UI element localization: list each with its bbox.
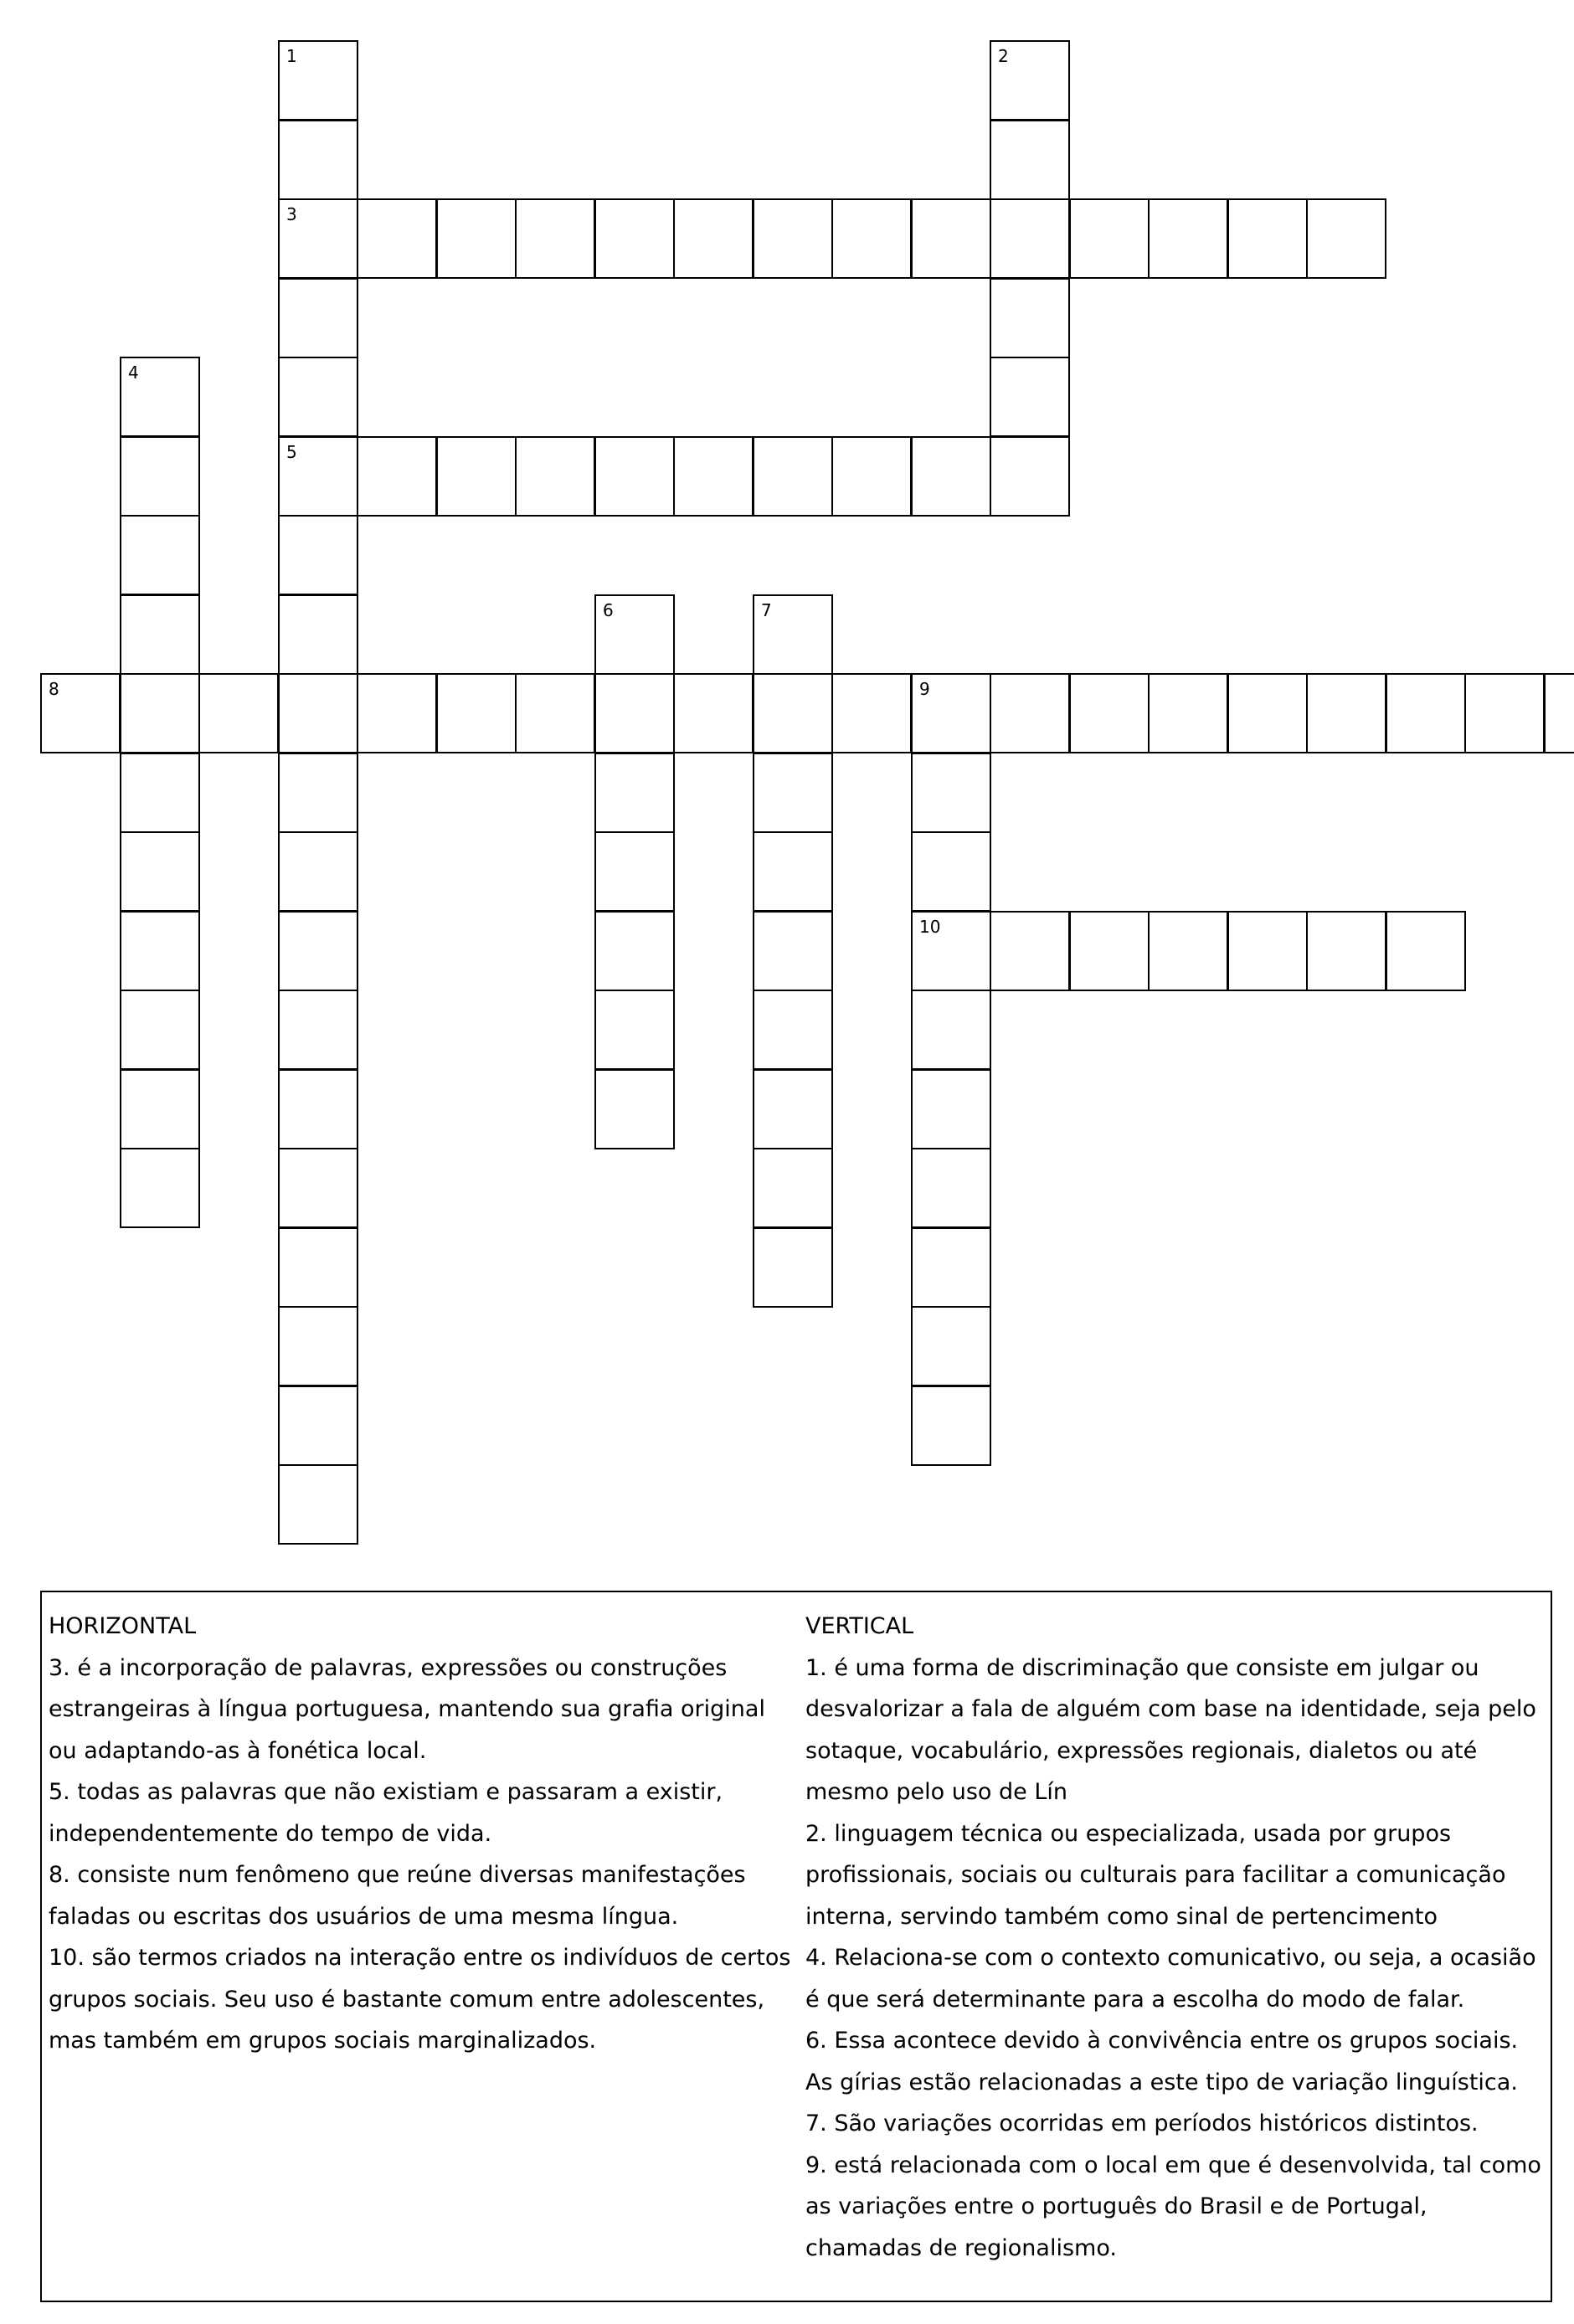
grid-cell[interactable]	[278, 198, 358, 279]
horizontal-clues	[49, 1606, 794, 2062]
grid-cell[interactable]	[990, 673, 1070, 753]
grid-cell[interactable]	[1544, 673, 1574, 753]
grid-cell[interactable]	[990, 357, 1070, 437]
grid-cell[interactable]	[911, 436, 991, 517]
grid-cell[interactable]	[1227, 673, 1308, 753]
grid-cell[interactable]	[911, 1306, 991, 1386]
grid-cell[interactable]	[278, 1069, 358, 1149]
grid-cell[interactable]	[120, 673, 200, 753]
grid-cell[interactable]	[990, 436, 1070, 517]
grid-cell[interactable]	[990, 40, 1070, 121]
grid-cell[interactable]	[120, 911, 200, 991]
clues-panel	[40, 1591, 1552, 2302]
grid-cell[interactable]	[594, 436, 675, 517]
grid-cell[interactable]	[1386, 911, 1466, 991]
grid-cell[interactable]	[911, 198, 991, 279]
grid-cell[interactable]	[1227, 198, 1308, 279]
grid-cell[interactable]	[911, 673, 991, 753]
grid-cell[interactable]	[357, 673, 437, 753]
grid-cell[interactable]	[594, 753, 675, 833]
clue-number: 4	[128, 362, 139, 383]
clue-down-7: 7. São variações ocorridas em períodos históricos distintos.	[805, 2111, 1479, 2136]
clue-down-9: 9. está relacionada com o local em que é desenvolvida, tal como as variações entre o português do Brasil e de Portugal, chamadas de regionalismo.	[805, 2152, 1541, 2261]
horizontal-heading: HORIZONTAL	[49, 1613, 197, 1639]
grid-cell[interactable]	[753, 1148, 833, 1228]
grid-cell[interactable]	[278, 278, 358, 358]
grid-cell[interactable]	[594, 831, 675, 912]
grid-cell[interactable]	[515, 198, 595, 279]
grid-cell[interactable]	[120, 1148, 200, 1228]
grid-cell[interactable]	[278, 1386, 358, 1466]
grid-cell[interactable]	[120, 1069, 200, 1149]
grid-cell[interactable]	[436, 673, 517, 753]
grid-cell[interactable]	[1306, 911, 1386, 991]
grid-cell[interactable]	[278, 40, 358, 121]
grid-cell[interactable]	[990, 278, 1070, 358]
grid-cell[interactable]	[911, 1227, 991, 1308]
grid-cell[interactable]	[1306, 198, 1386, 279]
grid-cell[interactable]	[911, 911, 991, 991]
grid-cell[interactable]	[990, 911, 1070, 991]
grid-cell[interactable]	[1069, 673, 1150, 753]
grid-cell[interactable]	[278, 831, 358, 912]
clue-number: 3	[286, 204, 297, 224]
grid-cell[interactable]	[357, 198, 437, 279]
grid-cell[interactable]	[1227, 911, 1308, 991]
grid-cell[interactable]	[1148, 198, 1228, 279]
grid-cell[interactable]	[831, 198, 912, 279]
clue-across-10: 10. são termos criados na interação entre os indivíduos de certos grupos sociais. Seu uso é bastante comum entre adolescentes, mas também em grupos sociais marginalizados.	[49, 1945, 791, 2054]
grid-cell[interactable]	[990, 198, 1070, 279]
grid-cell[interactable]	[594, 673, 675, 753]
grid-cell[interactable]	[673, 436, 754, 517]
grid-cell[interactable]	[831, 436, 912, 517]
clue-number: 6	[603, 600, 614, 620]
clue-number: 8	[49, 679, 59, 699]
grid-cell[interactable]	[911, 753, 991, 833]
grid-cell[interactable]	[753, 753, 833, 833]
grid-cell[interactable]	[1069, 911, 1150, 991]
grid-cell[interactable]	[120, 831, 200, 912]
grid-cell[interactable]	[753, 673, 833, 753]
grid-cell[interactable]	[911, 831, 991, 912]
grid-cell[interactable]	[436, 436, 517, 517]
grid-cell[interactable]	[278, 594, 358, 675]
clue-down-6: 6. Essa acontece devido à convivência entre os grupos sociais. As gírias estão relacionadas a este tipo de variação linguística.	[805, 2028, 1519, 2095]
grid-cell[interactable]	[673, 673, 754, 753]
grid-cell[interactable]	[278, 673, 358, 753]
grid-cell[interactable]	[278, 1306, 358, 1386]
clue-down-1: 1. é uma forma de discriminação que consiste em julgar ou desvalorizar a fala de alguém com base na identidade, seja pelo sotaque, vocabulário, expressões regionais, dialetos ou até mesmo pelo uso de Lín	[805, 1654, 1536, 1805]
grid-cell[interactable]	[911, 1386, 991, 1466]
grid-cell[interactable]	[278, 515, 358, 595]
grid-cell[interactable]	[278, 120, 358, 200]
grid-cell[interactable]	[278, 1227, 358, 1308]
grid-cell[interactable]	[753, 990, 833, 1070]
grid-cell[interactable]	[911, 1148, 991, 1228]
grid-cell[interactable]	[1069, 198, 1150, 279]
vertical-clues	[805, 1606, 1551, 2269]
grid-cell[interactable]	[120, 990, 200, 1070]
grid-cell[interactable]	[120, 357, 200, 437]
grid-cell[interactable]	[1148, 911, 1228, 991]
grid-cell[interactable]	[594, 911, 675, 991]
grid-cell[interactable]	[436, 198, 517, 279]
grid-cell[interactable]	[753, 1069, 833, 1149]
grid-cell[interactable]	[831, 673, 912, 753]
grid-cell[interactable]	[120, 515, 200, 595]
clue-number: 10	[919, 917, 941, 937]
grid-cell[interactable]	[120, 436, 200, 517]
grid-cell[interactable]	[198, 673, 279, 753]
grid-cell[interactable]	[594, 1069, 675, 1149]
grid-cell[interactable]	[1386, 673, 1466, 753]
grid-cell[interactable]	[1148, 673, 1228, 753]
clue-down-4: 4. Relaciona-se com o contexto comunicativo, ou seja, a ocasião é que será determinante para a escolha do modo de falar.	[805, 1945, 1536, 2013]
grid-cell[interactable]	[673, 198, 754, 279]
grid-cell[interactable]	[753, 198, 833, 279]
grid-cell[interactable]	[1306, 673, 1386, 753]
grid-cell[interactable]	[753, 436, 833, 517]
grid-cell[interactable]	[753, 831, 833, 912]
clue-number: 5	[286, 442, 297, 462]
grid-cell[interactable]	[278, 753, 358, 833]
grid-cell[interactable]	[990, 120, 1070, 200]
grid-cell[interactable]	[278, 1464, 358, 1545]
grid-cell[interactable]	[594, 198, 675, 279]
grid-cell[interactable]	[357, 436, 437, 517]
grid-cell[interactable]	[120, 753, 200, 833]
grid-cell[interactable]	[753, 911, 833, 991]
grid-cell[interactable]	[120, 594, 200, 675]
grid-cell[interactable]	[278, 911, 358, 991]
grid-cell[interactable]	[594, 594, 675, 675]
grid-cell[interactable]	[515, 436, 595, 517]
clue-down-2: 2. linguagem técnica ou especializada, usada por grupos profissionais, sociais ou culturais para facilitar a comunicação interna, servindo também como sinal de pertencimento	[805, 1820, 1506, 1930]
grid-cell[interactable]	[278, 357, 358, 437]
clue-across-5: 5. todas as palavras que não existiam e passaram a existir, independentemente do tempo de vida.	[49, 1779, 723, 1847]
clue-across-8: 8. consiste num fenômeno que reúne diversas manifestações faladas ou escritas dos usuários de uma mesma língua.	[49, 1862, 746, 1930]
grid-cell[interactable]	[515, 673, 595, 753]
grid-cell[interactable]	[278, 990, 358, 1070]
grid-cell[interactable]	[911, 1069, 991, 1149]
clue-number: 2	[998, 46, 1009, 66]
grid-cell[interactable]	[278, 1148, 358, 1228]
grid-cell[interactable]	[911, 990, 991, 1070]
grid-cell[interactable]	[1464, 673, 1545, 753]
clue-across-3: 3. é a incorporação de palavras, expressões ou construções estrangeiras à língua portuguesa, mantendo sua grafia original ou adaptando-as à fonética local.	[49, 1654, 765, 1764]
grid-cell[interactable]	[278, 436, 358, 517]
clue-number: 9	[919, 679, 930, 699]
vertical-heading: VERTICAL	[805, 1613, 914, 1639]
grid-cell[interactable]	[753, 594, 833, 675]
clue-number: 1	[286, 46, 297, 66]
grid-cell[interactable]	[753, 1227, 833, 1308]
clue-number: 7	[761, 600, 772, 620]
grid-cell[interactable]	[594, 990, 675, 1070]
grid-cell[interactable]	[40, 673, 121, 753]
